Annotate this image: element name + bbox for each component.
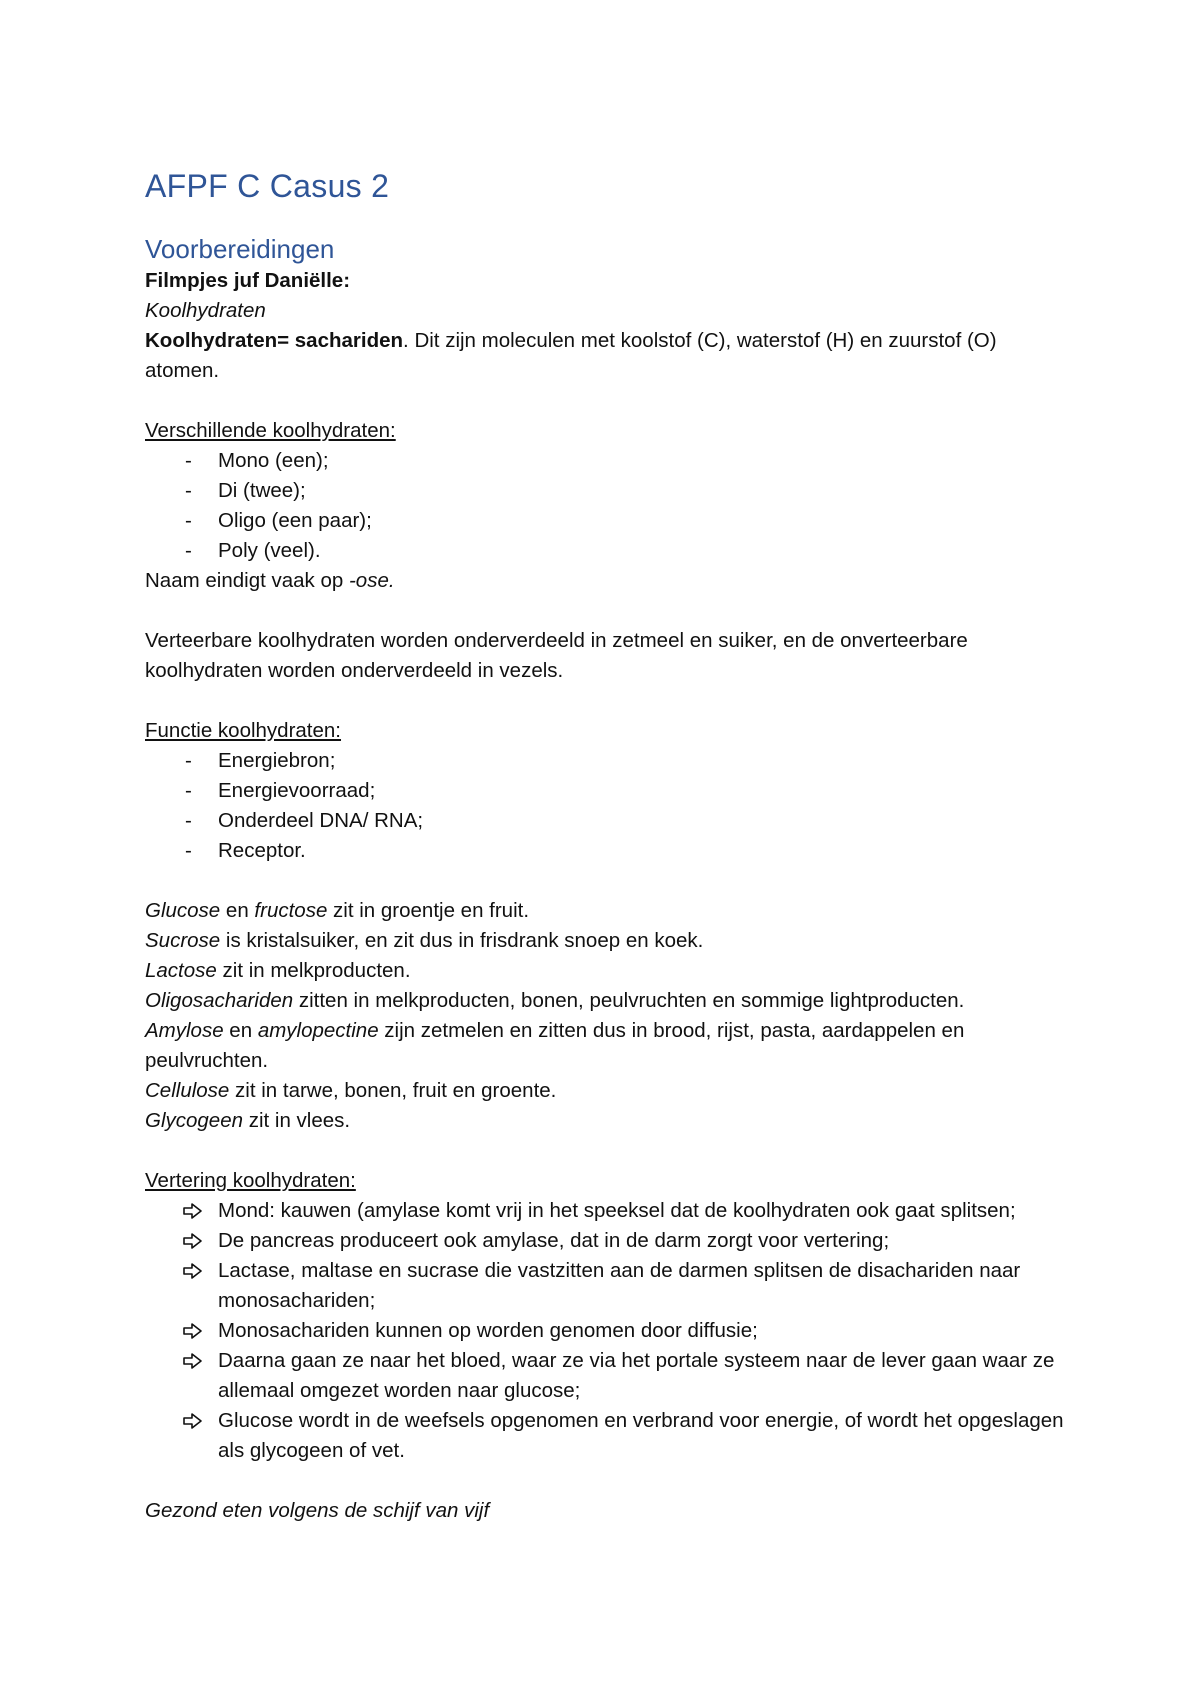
source-line: Lactose zit in melkproducten. [145, 959, 411, 982]
list-item: Glucose wordt in de weefsels opgenomen en verbrand voor energie, of wordt het opgeslagen als glycogeen of vet. [145, 1406, 1065, 1466]
footer-heading: Gezond eten volgens de schijf van vijf [145, 1499, 490, 1522]
source-line: Sucrose is kristalsuiker, en zit dus in frisdrank snoep en koek. [145, 929, 704, 952]
subheading: Filmpjes juf Daniëlle: [145, 269, 351, 292]
digestible-paragraph: Verteerbare koolhydraten worden onderverdeeld in zetmeel en suiker, en de onverteerbare koolhydraten worden onderverdeeld in vezels. [145, 629, 968, 682]
list-item: Monosachariden kunnen op worden genomen door diffusie; [145, 1316, 1065, 1346]
source-line: Cellulose zit in tarwe, bonen, fruit en groente. [145, 1079, 557, 1102]
dash-bullet: - [185, 839, 192, 862]
digestion-heading: Vertering koolhydraten: [145, 1169, 356, 1192]
arrow-right-icon [182, 1347, 204, 1375]
list-item: - Oligo (een paar); [145, 506, 1065, 536]
dash-bullet: - [185, 479, 192, 502]
digestion-list [145, 1196, 1065, 1466]
list-item: Daarna gaan ze naar het bloed, waar ze via het portale systeem naar de lever gaan waar ze allemaal omgezet worden naar glucose; [145, 1346, 1065, 1406]
list-item: - Onderdeel DNA/ RNA; [145, 806, 1065, 836]
dash-bullet: - [185, 749, 192, 772]
document-title: AFPF C Casus 2 [145, 168, 390, 204]
functions-heading: Functie koolhydraten: [145, 719, 342, 742]
list-item: - Energiebron; [145, 746, 1065, 776]
intro-text: . Dit zijn moleculen met koolstof (C), waterstof (H) en zuurstof (O) atomen. [145, 329, 997, 382]
arrow-right-icon [182, 1227, 204, 1255]
types-list [145, 446, 1065, 566]
types-heading: Verschillende koolhydraten: [145, 419, 396, 442]
functions-list [145, 746, 1065, 866]
dash-bullet: - [185, 779, 192, 802]
dash-bullet: - [185, 809, 192, 832]
dash-bullet: - [185, 509, 192, 532]
list-item: - Poly (veel). [145, 536, 1065, 566]
list-item: - Energievoorraad; [145, 776, 1065, 806]
source-line: Glucose en fructose zit in groentje en fruit. [145, 899, 530, 922]
intro-paragraph [145, 326, 1065, 386]
list-item: De pancreas produceert ook amylase, dat in de darm zorgt voor vertering; [145, 1226, 1065, 1256]
list-item: - Receptor. [145, 836, 1065, 866]
dash-bullet: - [185, 449, 192, 472]
arrow-right-icon [182, 1407, 204, 1435]
types-note: Naam eindigt vaak op -ose. [145, 569, 395, 592]
list-item: Lactase, maltase en sucrase die vastzitten aan de darmen splitsen de disachariden naar monosachariden; [145, 1256, 1065, 1316]
intro-bold: Koolhydraten= sachariden [145, 329, 404, 352]
list-item: - Di (twee); [145, 476, 1065, 506]
document-body [145, 166, 1065, 1526]
arrow-right-icon [182, 1257, 204, 1285]
source-line: Glycogeen zit in vlees. [145, 1109, 351, 1132]
source-line: Amylose en amylopectine zijn zetmelen en zitten dus in brood, rijst, pasta, aardappelen en peulvruchten. [145, 1019, 965, 1072]
dash-bullet: - [185, 539, 192, 562]
source-line: Oligosachariden zitten in melkproducten, bonen, peulvruchten en sommige lightproducten. [145, 989, 965, 1012]
arrow-right-icon [182, 1317, 204, 1345]
list-item: Mond: kauwen (amylase komt vrij in het speeksel dat de koolhydraten ook gaat splitsen; [145, 1196, 1065, 1226]
topic-label: Koolhydraten [145, 299, 266, 322]
section-heading: Voorbereidingen [145, 234, 335, 264]
list-item: - Mono (een); [145, 446, 1065, 476]
arrow-right-icon [182, 1197, 204, 1225]
